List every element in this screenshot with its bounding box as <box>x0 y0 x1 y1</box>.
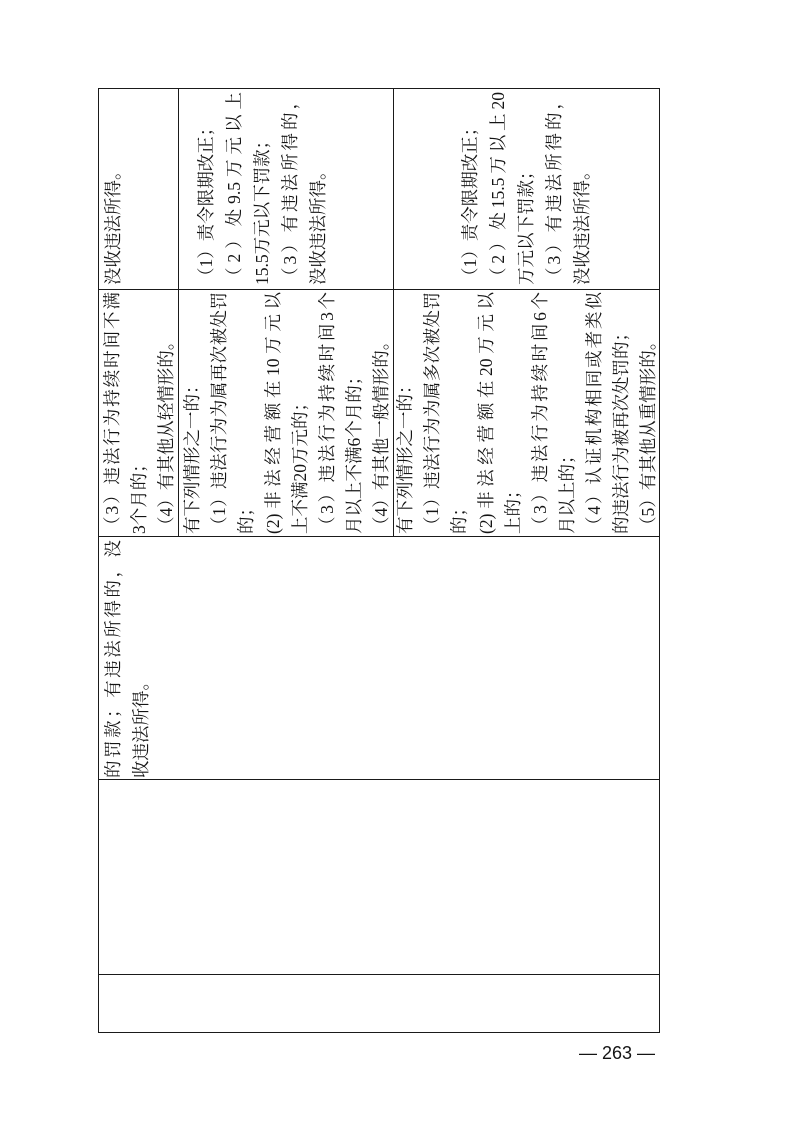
violation-cell <box>99 780 659 974</box>
legal-basis-cell <box>99 540 155 778</box>
circumstance-line: 的违法行为被再次处罚的； <box>611 324 631 534</box>
circumstance-line: （4）有其他一般情形的。 <box>371 332 391 534</box>
circumstance-cell-row-3 <box>392 292 662 534</box>
table-rule <box>99 536 659 537</box>
legal-basis-line: 的罚款；有违法所得的，没 <box>103 540 123 778</box>
circumstance-line: （3）违法行为持续时间3个 <box>317 292 337 534</box>
penalty-cell-row-3 <box>456 92 596 285</box>
penalty-line: （1）责令限期改正； <box>460 118 480 285</box>
penalty-line: 没收违法所得。 <box>103 162 123 285</box>
circumstance-line: 上不满20万元的； <box>290 394 310 534</box>
circumstance-line: 月以上不满6个月的； <box>344 367 364 534</box>
penalty-line: 没收违法所得。 <box>308 162 328 285</box>
circumstance-line: （4）有其他从轻情形的。 <box>156 332 176 534</box>
penalty-line: 万元以下罚款； <box>516 162 536 285</box>
circumstance-line: 有下列情形之一的： <box>395 376 415 534</box>
circumstance-line: （4）认证机构相同或者类似 <box>584 292 604 534</box>
serial-number-cell <box>99 975 659 1032</box>
circumstance-line: （3）违法行为持续时间不满 <box>102 292 122 534</box>
legal-basis-line: 收违法所得。 <box>131 673 151 778</box>
circumstance-cell-row-1 <box>99 292 180 534</box>
circumstance-line: （1）违法行为为属再次被处罚 <box>209 292 229 534</box>
circumstance-line: (2)非法经营额在10万元以 <box>263 292 283 534</box>
penalty-line: （3）有违法所得的， <box>280 92 300 285</box>
page-number: — 263 — <box>578 1043 655 1063</box>
circumstance-line: 3个月的； <box>129 455 149 534</box>
penalty-line: （2）处15.5万以上20 <box>488 92 508 285</box>
circumstance-line: (2)非法经营额在20万元以 <box>476 292 496 534</box>
circumstance-line: 的； <box>449 499 469 534</box>
circumstance-line: （5）有其他从重情形的。 <box>638 332 658 534</box>
circumstance-line: 月以上的； <box>557 446 577 534</box>
circumstance-line: （1）违法行为为属多次被处罚 <box>422 292 442 534</box>
penalty-line: （1）责令限期改正； <box>196 118 216 285</box>
penalty-cell-row-2 <box>192 92 332 285</box>
table-rule <box>99 289 659 290</box>
penalty-line: 15.5万元以下罚款； <box>252 131 272 285</box>
circumstance-cell-row-2 <box>179 292 395 534</box>
penalty-line: （3）有违法所得的， <box>544 92 564 285</box>
penalty-cell-row-1 <box>99 92 127 285</box>
penalty-standard-table <box>98 88 660 1033</box>
penalty-line: 没收违法所得。 <box>572 162 592 285</box>
circumstance-line: 有下列情形之一的： <box>182 376 202 534</box>
penalty-line: （2）处9.5万元以上 <box>224 92 244 285</box>
circumstance-line: 的； <box>236 499 256 534</box>
circumstance-line: （3）违法行为持续时间6个 <box>530 292 550 534</box>
circumstance-line: 上的； <box>503 481 523 534</box>
